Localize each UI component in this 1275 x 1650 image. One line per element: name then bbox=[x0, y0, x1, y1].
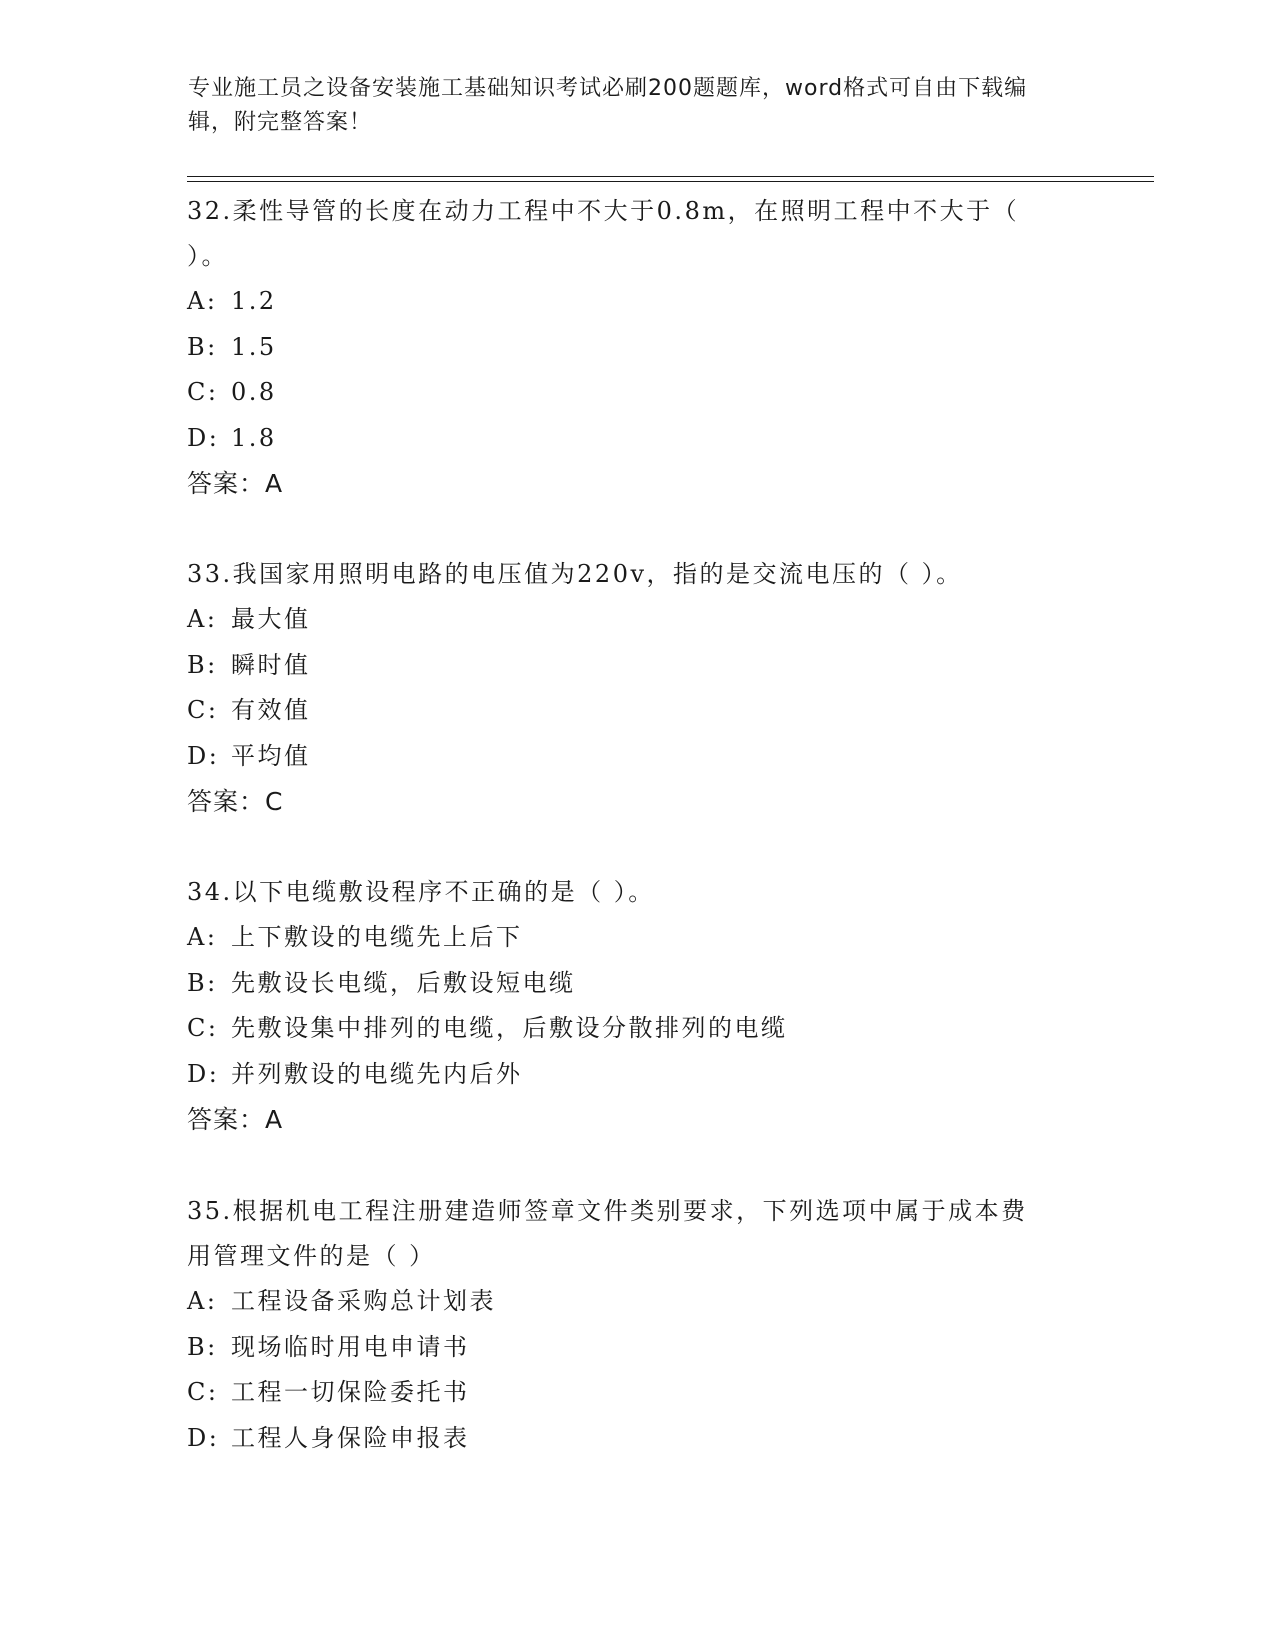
option-text: 工程设备采购总计划表 bbox=[231, 1287, 496, 1315]
option-a bbox=[187, 279, 1087, 325]
option-c bbox=[187, 1370, 1087, 1416]
option-key: A: bbox=[187, 605, 218, 633]
option-d bbox=[187, 416, 1087, 462]
option-text: 上下敷设的电缆先上后下 bbox=[231, 923, 523, 951]
option-text: 工程一切保险委托书 bbox=[231, 1378, 470, 1406]
option-key: C: bbox=[187, 378, 219, 406]
option-c bbox=[187, 370, 1087, 416]
question-text: 33.我国家用照明电路的电压值为220v，指的是交流电压的（ ）。 bbox=[187, 560, 963, 588]
option-key: D: bbox=[187, 423, 220, 452]
option-key: B: bbox=[187, 968, 218, 997]
option-key: B: bbox=[187, 1332, 218, 1361]
option-key: D: bbox=[187, 1423, 220, 1452]
option-key: A: bbox=[187, 287, 218, 315]
option-text: 先敷设长电缆，后敷设短电缆 bbox=[231, 968, 576, 997]
option-text: 最大值 bbox=[231, 605, 311, 633]
question-34 bbox=[187, 870, 1087, 1142]
option-key: C: bbox=[187, 1014, 219, 1042]
option-key: B: bbox=[187, 332, 218, 361]
option-a bbox=[187, 597, 1087, 643]
option-text: 瞬时值 bbox=[231, 650, 311, 679]
answer-label: 答案：A bbox=[187, 1105, 284, 1134]
option-key: B: bbox=[187, 650, 218, 679]
question-35 bbox=[187, 1189, 1087, 1461]
option-text: 有效值 bbox=[231, 696, 311, 724]
option-text: 1.2 bbox=[231, 287, 277, 315]
answer-label: 答案：A bbox=[187, 469, 284, 498]
option-text: 0.8 bbox=[231, 378, 277, 406]
option-a bbox=[187, 1279, 1087, 1325]
option-a bbox=[187, 915, 1087, 961]
question-text: 34.以下电缆敷设程序不正确的是（ ）。 bbox=[187, 878, 655, 906]
question-33 bbox=[187, 552, 1087, 824]
option-text: 1.8 bbox=[231, 423, 277, 452]
document-header: 专业施工员之设备安装施工基础知识考试必刷200题题库，word格式可自由下载编辑，附完整答案！ bbox=[188, 76, 1028, 135]
option-text: 并列敷设的电缆先内后外 bbox=[231, 1059, 523, 1088]
option-key: C: bbox=[187, 696, 219, 724]
option-text: 工程人身保险申报表 bbox=[231, 1423, 470, 1452]
option-d bbox=[187, 1052, 1087, 1098]
option-key: D: bbox=[187, 1059, 220, 1088]
option-key: A: bbox=[187, 1287, 218, 1315]
option-b bbox=[187, 961, 1087, 1007]
option-b bbox=[187, 1325, 1087, 1371]
option-text: 现场临时用电申请书 bbox=[231, 1332, 470, 1361]
question-32 bbox=[187, 189, 1087, 506]
header-divider-top bbox=[187, 176, 1154, 177]
header-divider-bottom bbox=[187, 181, 1154, 182]
option-text: 1.5 bbox=[231, 332, 277, 361]
option-key: D: bbox=[187, 741, 220, 770]
option-key: A: bbox=[187, 923, 218, 951]
option-text: 平均值 bbox=[231, 741, 311, 770]
option-b bbox=[187, 325, 1087, 371]
option-key: C: bbox=[187, 1378, 219, 1406]
option-c bbox=[187, 1006, 1087, 1052]
option-d bbox=[187, 1416, 1087, 1462]
question-text: 32.柔性导管的长度在动力工程中不大于0.8m，在照明工程中不大于（ ）。 bbox=[187, 197, 1020, 270]
question-text: 35.根据机电工程注册建造师签章文件类别要求，下列选项中属于成本费用管理文件的是（ ） bbox=[187, 1197, 1028, 1270]
option-c bbox=[187, 688, 1087, 734]
option-d bbox=[187, 734, 1087, 780]
option-text: 先敷设集中排列的电缆，后敷设分散排列的电缆 bbox=[231, 1014, 788, 1042]
answer-label: 答案：C bbox=[187, 787, 284, 816]
option-b bbox=[187, 643, 1087, 689]
